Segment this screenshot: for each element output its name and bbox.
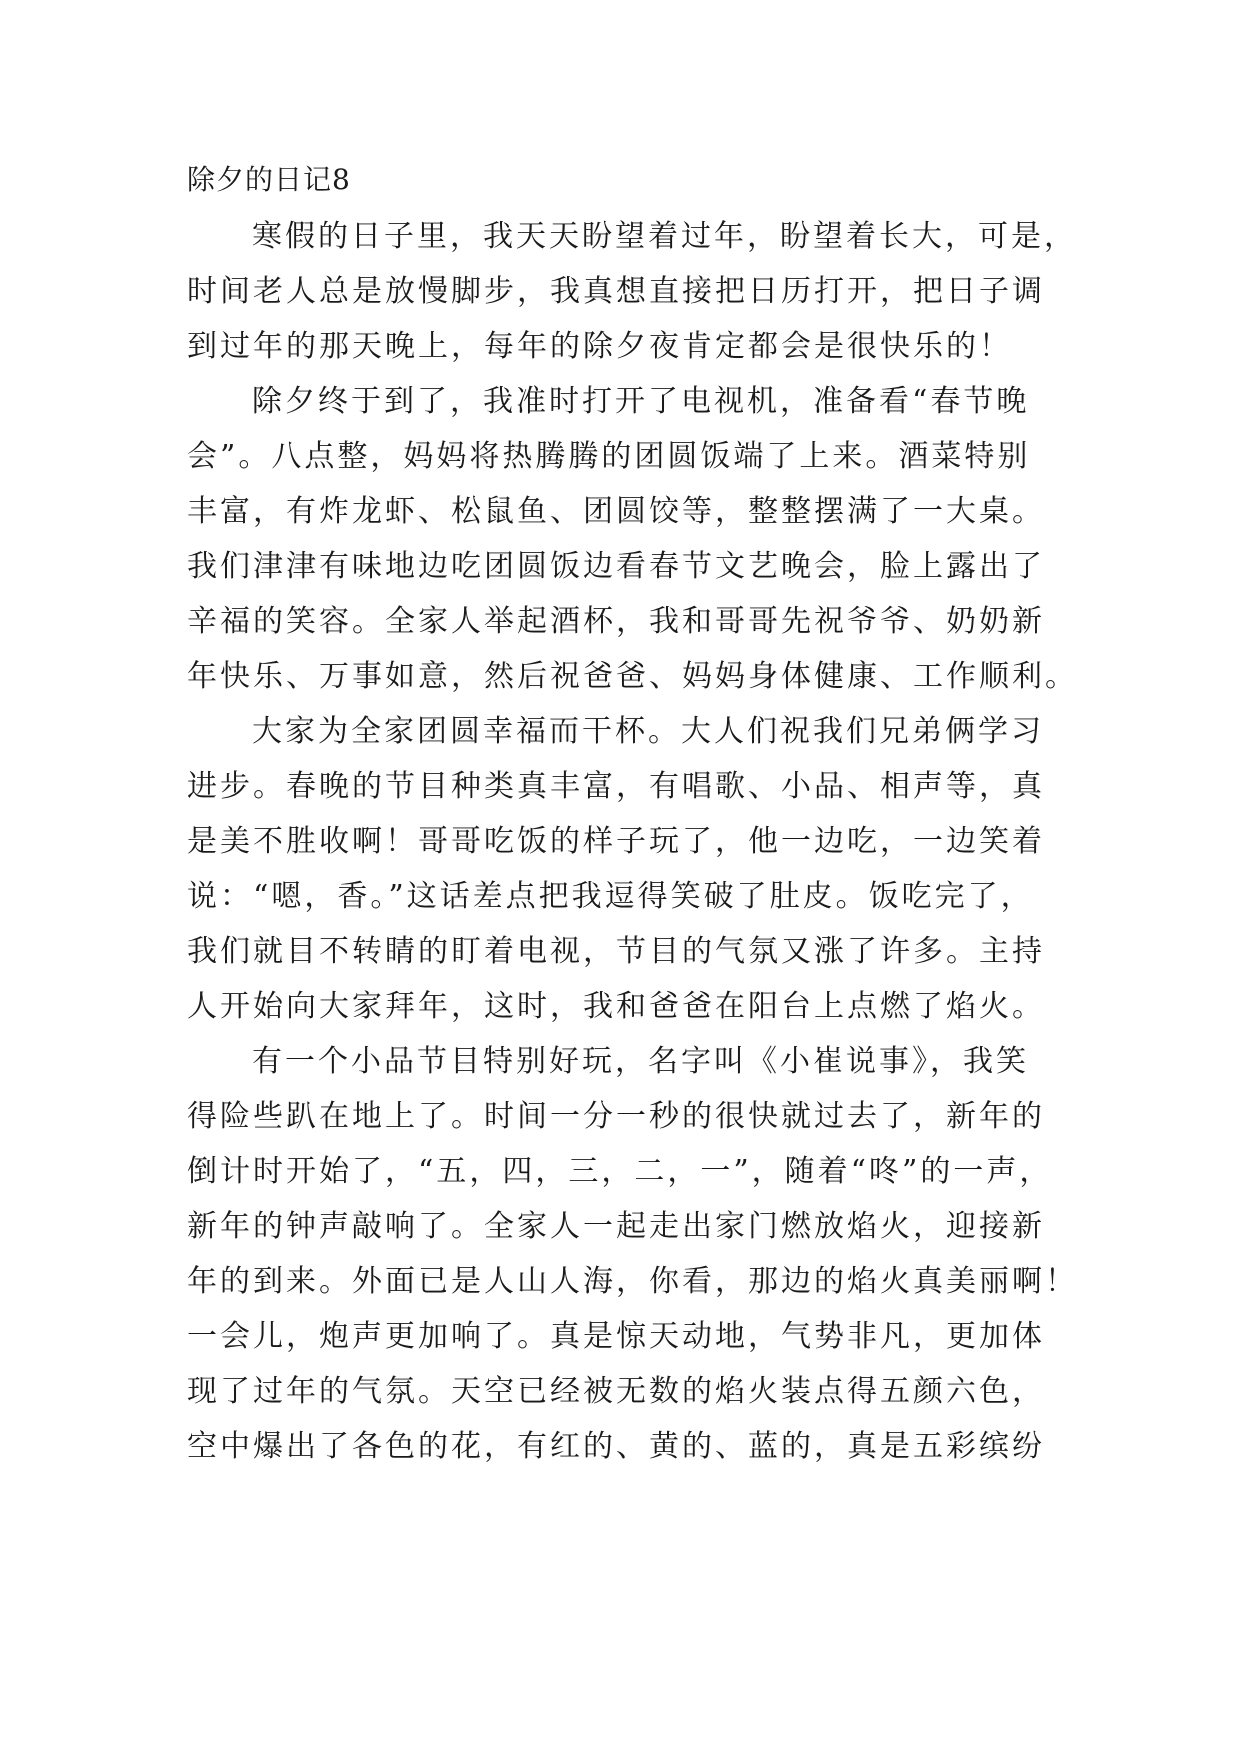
text-line: 空中爆出了各色的花，有红的、黄的、蓝的，真是五彩缤纷: [187, 1429, 1045, 1464]
text-line: 大家为全家团圆幸福而干杯。大人们祝我们兄弟俩学习: [252, 714, 1044, 749]
text-line: 人开始向大家拜年，这时，我和爸爸在阳台上点燃了焰火。: [187, 989, 1045, 1024]
text-line: 丰富，有炸龙虾、松鼠鱼、团圆饺等，整整摆满了一大桌。: [187, 494, 1045, 529]
text-line: 辛福的笑容。全家人举起酒杯，我和哥哥先祝爷爷、奶奶新: [187, 604, 1045, 639]
text-line: 一会儿，炮声更加响了。真是惊天动地，气势非凡，更加体: [187, 1319, 1045, 1354]
text-line: 现了过年的气氛。天空已经被无数的焰火装点得五颜六色，: [187, 1374, 1045, 1409]
text-line: 年快乐、万事如意，然后祝爸爸、妈妈身体健康、工作顺利。: [187, 659, 1078, 694]
text-line: 到过年的那天晚上，每年的除夕夜肯定都会是很快乐的！: [187, 329, 1012, 364]
text-line: 时间老人总是放慢脚步，我真想直接把日历打开，把日子调: [187, 274, 1045, 309]
text-line: 我们津津有味地边吃团圆饭边看春节文艺晚会，脸上露出了: [187, 549, 1045, 584]
document-title: 除夕的日记8: [187, 163, 351, 196]
text-line: 倒计时开始了，“五，四，三，二，一”，随着“咚”的一声，: [187, 1154, 1053, 1189]
text-line: 会”。八点整，妈妈将热腾腾的团圆饭端了上来。酒菜特别: [187, 439, 1031, 474]
text-line: 寒假的日子里，我天天盼望着过年，盼望着长大，可是，: [252, 219, 1077, 254]
text-line: 进步。春晚的节目种类真丰富，有唱歌、小品、相声等，真: [187, 769, 1045, 804]
text-line: 除夕终于到了，我准时打开了电视机，准备看“春节晚: [252, 384, 1030, 419]
text-line: 说：“嗯，香。”这话差点把我逗得笑破了肚皮。饭吃完了，: [187, 879, 1034, 914]
text-line: 新年的钟声敲响了。全家人一起走出家门燃放焰火，迎接新: [187, 1209, 1045, 1244]
text-line: 是美不胜收啊！哥哥吃饭的样子玩了，他一边吃，一边笑着: [187, 824, 1045, 859]
text-line: 有一个小品节目特别好玩，名字叫《小崔说事》，我笑: [252, 1044, 1029, 1079]
text-line: 我们就目不转睛的盯着电视，节目的气氛又涨了许多。主持: [187, 934, 1045, 969]
text-line: 得险些趴在地上了。时间一分一秒的很快就过去了，新年的: [187, 1099, 1045, 1134]
text-line: 年的到来。外面已是人山人海，你看，那边的焰火真美丽啊！: [187, 1264, 1078, 1299]
